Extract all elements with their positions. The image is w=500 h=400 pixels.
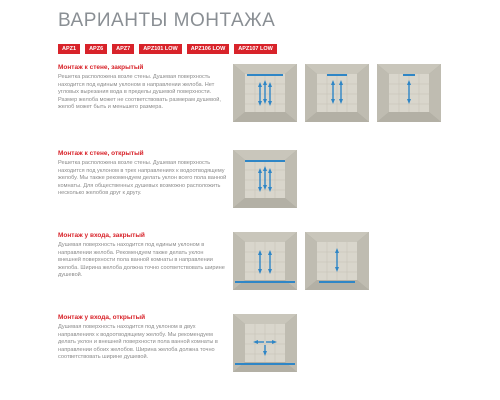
section-text: Решетка расположена возле стены. Душевая поверхность находится под единым уклоном в направлении желоба. Нет угловых вырезания вода в пределы душевой поверхности. Размер желоба может не соответствовать размерам душевой, желоб может быть и меньшего размера.: [58, 74, 221, 111]
section-title: Монтаж у входа, открытый: [58, 314, 146, 321]
product-tags: [58, 44, 277, 54]
section-title: Монтаж к стене, закрытый: [58, 64, 144, 71]
section-wall-closed: [58, 64, 228, 112]
tag-apz106-low: APZ106 LOW: [187, 44, 230, 54]
tag-apz7: APZ7: [112, 44, 134, 54]
section-text: Душевая поверхность находится под уклоном в двух направлениях к водоотводящему желобу. Мы рекомендуем делать уклон и внешней поверхности пола ванной комнаты в направлении обоих желобов. Ширина желоба должна точно соответствовать ширине душевой.: [58, 324, 218, 361]
double-arrow-icon: [258, 166, 272, 192]
room-illustration-wall-closed-1: [233, 64, 297, 122]
room-illustration-entrance-closed-1: [233, 232, 297, 290]
section-text: Решетка расположена возле стены. Душевая поверхность находится под уклоном в трех направлениях к водоотводящему желобу. Мы также рекомендуем делать уклон всего пола ванной комнаты. Для общественных душевых возможно расположить несколько желобов друг к другу.: [58, 160, 227, 197]
section-entrance-closed: [58, 232, 228, 280]
room-illustration-wall-closed-2: [305, 64, 369, 122]
tag-apz107-low: APZ107 LOW: [234, 44, 277, 54]
section-text: Душевая поверхность находится под единым уклоном в направлении желоба. Рекомендуем также делать уклон внешней поверхности пола ванной комнаты в направлении желоба. Ширина желоба должна точно соответствовать ширине душевой.: [58, 242, 225, 279]
section-entrance-open: [58, 314, 228, 362]
section-title: Монтаж у входа, закрытый: [58, 232, 145, 239]
tag-apz1: APZ1: [58, 44, 80, 54]
double-arrow-icon: [258, 80, 272, 106]
room-illustration-wall-closed-3: [377, 64, 441, 122]
tag-apz101-low: APZ101 LOW: [139, 44, 182, 54]
section-title: Монтаж к стене, открытый: [58, 150, 144, 157]
page-title: ВАРИАНТЫ МОНТАЖА: [58, 10, 276, 31]
room-illustration-entrance-open: [233, 314, 297, 372]
tag-apz6: APZ6: [85, 44, 107, 54]
section-wall-open: [58, 150, 228, 198]
room-illustration-entrance-closed-2: [305, 232, 369, 290]
room-illustration-wall-open: [233, 150, 297, 208]
